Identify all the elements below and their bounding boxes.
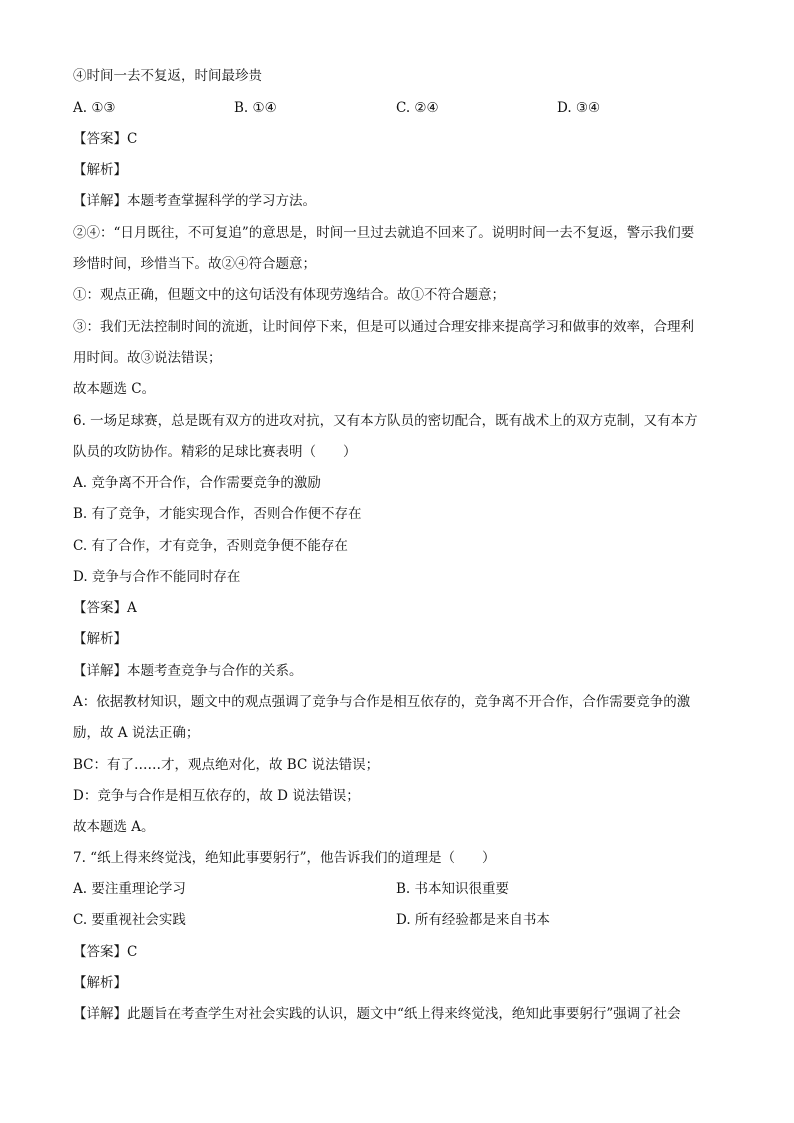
q7-detail: 【详解】此题旨在考查学生对社会实践的认识，题文中“纸上得来终觉浅，绝知此事要躬行”强调了社会: [73, 1006, 681, 1022]
q7-option-c: C. 要重视社会实践: [73, 912, 186, 928]
q5-explanation-1-line-1: ②④：“日月既往，不可复追”的意思是，时间一旦过去就追不回来了。说明时间一去不复返，警示我们要: [73, 225, 695, 241]
q6-explanation-2: BC：有了……才，观点绝对化，故 BC 说法错误；: [73, 757, 380, 773]
q6-option-d: D. 竞争与合作不能同时存在: [73, 569, 241, 585]
q5-explanation-2: ①：观点正确，但题文中的这句话没有体现劳逸结合。故①不符合题意；: [73, 287, 505, 303]
q6-option-b: B. 有了竞争，才能实现合作，否则合作便不存在: [73, 506, 362, 522]
q5-conclusion: 故本题选 C。: [73, 381, 156, 397]
q6-stem-line-2: 队员的攻防协作。精彩的足球比赛表明（ ）: [73, 444, 357, 460]
q6-conclusion: 故本题选 A。: [73, 819, 155, 835]
q6-analysis-heading: 【解析】: [73, 631, 127, 647]
q5-option-d: D. ③④: [557, 100, 601, 116]
q6-answer: 【答案】A: [73, 600, 137, 616]
q5-option-c: C. ②④: [396, 100, 439, 116]
q7-option-d: D. 所有经验都是来自书本: [396, 912, 550, 928]
q7-option-b: B. 书本知识很重要: [396, 881, 510, 897]
q5-item-4: ④时间一去不复返，时间最珍贵: [73, 68, 262, 84]
q6-detail: 【详解】本题考查竞争与合作的关系。: [73, 663, 303, 679]
q5-option-b: B. ①④: [234, 100, 277, 116]
q6-option-a: A. 竞争离不开合作，合作需要竞争的激励: [73, 475, 321, 491]
q6-explanation-1-line-2: 励，故 A 说法正确；: [73, 725, 200, 741]
q5-analysis-heading: 【解析】: [73, 162, 127, 178]
q6-stem-line-1: 6. 一场足球赛，总是既有双方的进攻对抗，又有本方队员的密切配合，既有战术上的双方克制，又有本方: [73, 413, 698, 429]
q7-stem: 7. “纸上得来终觉浅，绝知此事要躬行”，他告诉我们的道理是（ ）: [73, 850, 496, 866]
q5-option-a: A. ①③: [73, 100, 116, 116]
q5-explanation-1-line-2: 珍惜时间，珍惜当下。故②④符合题意；: [73, 256, 316, 272]
q7-analysis-heading: 【解析】: [73, 975, 127, 991]
q6-option-c: C. 有了合作，才有竞争，否则竞争便不能存在: [73, 538, 348, 554]
q5-answer: 【答案】C: [73, 131, 138, 147]
q5-explanation-3-line-1: ③：我们无法控制时间的流逝，让时间停下来，但是可以通过合理安排来提高学习和做事的效率，合理利: [73, 319, 694, 335]
q7-answer: 【答案】C: [73, 944, 138, 960]
q6-explanation-1-line-1: A：依据教材知识，题文中的观点强调了竞争与合作是相互依存的，竞争离不开合作，合作需要竞争的激: [73, 694, 691, 710]
q7-option-a: A. 要注重理论学习: [73, 881, 186, 897]
q5-explanation-3-line-2: 用时间。故③说法错误；: [73, 350, 222, 366]
q5-detail: 【详解】本题考查掌握科学的学习方法。: [73, 193, 316, 209]
q6-explanation-3: D：竞争与合作是相互依存的，故 D 说法错误；: [73, 788, 360, 804]
